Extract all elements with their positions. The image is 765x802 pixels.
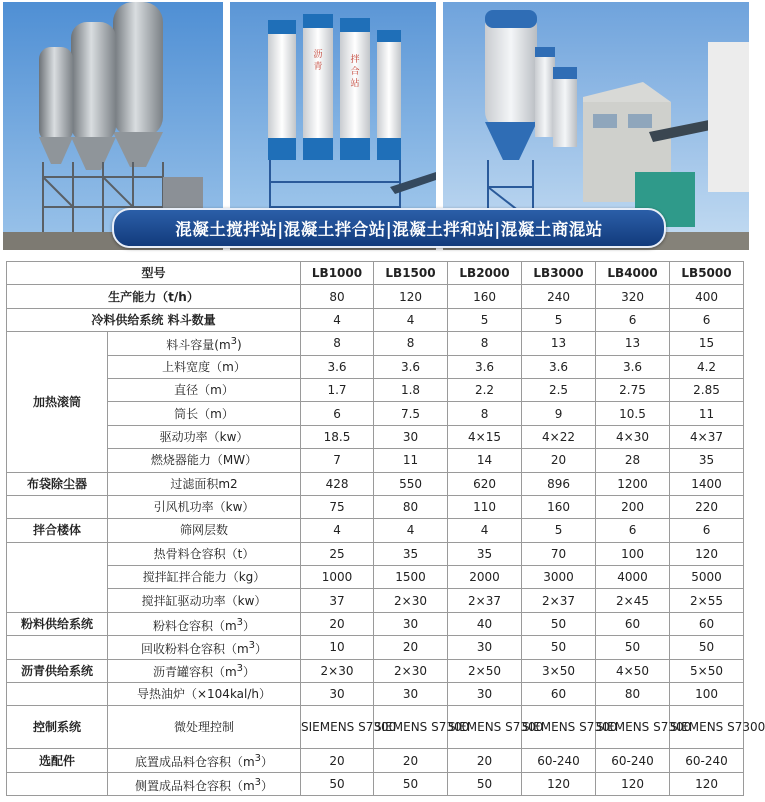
cell: 1200 [596, 472, 670, 495]
cell: 400 [670, 285, 744, 308]
cell: 50 [596, 636, 670, 659]
table-row [7, 612, 744, 635]
cell: 10.5 [596, 402, 670, 425]
cell: 3.6 [301, 355, 374, 378]
cell: SIEMENS S7300 [522, 706, 596, 749]
cell: 220 [670, 495, 744, 518]
cell: 50 [522, 636, 596, 659]
cell: 80 [374, 495, 448, 518]
cell: 3.6 [374, 355, 448, 378]
cell: 14 [448, 449, 522, 472]
cell: 3.6 [596, 355, 670, 378]
cell: 2×55 [670, 589, 744, 612]
cell: 30 [448, 683, 522, 706]
row-label: 沥青罐容积$(m^3)$ [108, 659, 301, 682]
group-label: 布袋除尘器 [7, 472, 108, 495]
cell: 30 [374, 425, 448, 448]
cell: 4 [374, 308, 448, 331]
cell: 11 [374, 449, 448, 472]
cell: 120 [670, 772, 744, 795]
cell: 200 [596, 495, 670, 518]
group-spacer [7, 636, 108, 659]
table-row [7, 308, 744, 331]
cell: 25 [301, 542, 374, 565]
cell: 100 [596, 542, 670, 565]
cell: 2×30 [374, 659, 448, 682]
cell: 320 [596, 285, 670, 308]
model-header: LB4000 [596, 262, 670, 285]
cell: 40 [448, 612, 522, 635]
cell: 120 [374, 285, 448, 308]
model-header: LB3000 [522, 262, 596, 285]
row-label: 生产能力（t/h） [7, 285, 301, 308]
row-label: 微处理控制 [108, 706, 301, 749]
cell: 120 [596, 772, 670, 795]
cell: 2000 [448, 566, 522, 589]
cell: 60-240 [596, 749, 670, 772]
cell: 9 [522, 402, 596, 425]
cell: 3000 [522, 566, 596, 589]
cell: 20 [374, 749, 448, 772]
cell: 60 [596, 612, 670, 635]
cell: 30 [448, 636, 522, 659]
cell: 2×45 [596, 589, 670, 612]
group-label: 选配件 [7, 749, 108, 772]
cell: 160 [522, 495, 596, 518]
cell: 60 [522, 683, 596, 706]
cell: 896 [522, 472, 596, 495]
cell: 4 [448, 519, 522, 542]
cell: 10 [301, 636, 374, 659]
cell: 6 [670, 308, 744, 331]
cell: 2×50 [448, 659, 522, 682]
cell: 50 [374, 772, 448, 795]
cell: 1500 [374, 566, 448, 589]
model-header: LB1500 [374, 262, 448, 285]
silo-label-0: 沥 [313, 50, 323, 60]
cell: 60 [670, 612, 744, 635]
cell: 7.5 [374, 402, 448, 425]
row-label: 搅拌缸驱动功率（kw） [108, 589, 301, 612]
row-label: 筛网层数 [108, 519, 301, 542]
cell: 5 [522, 308, 596, 331]
cell: 2.2 [448, 378, 522, 401]
table-row [7, 542, 744, 565]
cell: 18.5 [301, 425, 374, 448]
cell: 7 [301, 449, 374, 472]
spec-table [6, 261, 765, 796]
cell: 35 [374, 542, 448, 565]
cell: 37 [301, 589, 374, 612]
cell: 2×37 [522, 589, 596, 612]
cell: 5 [448, 308, 522, 331]
cell: 70 [522, 542, 596, 565]
cell: SIEMENS S7300 [448, 706, 522, 749]
cell: 6 [596, 519, 670, 542]
row-label: 搅拌缸拌合能力（kg） [108, 566, 301, 589]
row-label: 筒长（m） [108, 402, 301, 425]
banner-title: 混凝土搅拌站|混凝土拌合站|混凝土拌和站|混凝土商混站 [112, 208, 666, 248]
cell: 5000 [670, 566, 744, 589]
row-label: 热骨料仓容积（t） [108, 542, 301, 565]
table-row [7, 472, 744, 495]
group-spacer [7, 772, 108, 795]
row-label: 驱动功率（kw） [108, 425, 301, 448]
cell: 3.6 [522, 355, 596, 378]
model-header: LB2000 [448, 262, 522, 285]
group-label: 拌合楼体 [7, 519, 108, 542]
cell: 80 [596, 683, 670, 706]
cell: 2.75 [596, 378, 670, 401]
cell: 20 [301, 612, 374, 635]
row-label: 过滤面积m2 [108, 472, 301, 495]
row-label: 冷料供给系统 料斗数量 [7, 308, 301, 331]
group-label: 加热滚筒 [7, 332, 108, 472]
table-row [7, 449, 744, 472]
table-row [7, 425, 744, 448]
table-row [7, 402, 744, 425]
cell: 4000 [596, 566, 670, 589]
row-label: 上料宽度（m） [108, 355, 301, 378]
model-header: LB5000 [670, 262, 744, 285]
table-row [7, 683, 744, 706]
cell: 30 [301, 683, 374, 706]
table-row [7, 749, 744, 772]
row-label: 回收粉料仓容积$(m^3)$ [108, 636, 301, 659]
group-label: 沥青供给系统 [7, 659, 108, 682]
silo-label-2: 拌 [350, 55, 360, 65]
cell: 80 [301, 285, 374, 308]
group-spacer [7, 495, 108, 518]
silo-label-3: 合 [350, 67, 360, 77]
cell: 1.7 [301, 378, 374, 401]
cell: 75 [301, 495, 374, 518]
cell: 6 [596, 308, 670, 331]
cell: 120 [670, 542, 744, 565]
cell: 4 [301, 308, 374, 331]
cell: 620 [448, 472, 522, 495]
cell: 6 [301, 402, 374, 425]
cell: 6 [670, 519, 744, 542]
cell: 28 [596, 449, 670, 472]
cell: SIEMENS S7300 [596, 706, 670, 749]
cell: 1000 [301, 566, 374, 589]
group-label: 控制系统 [7, 706, 108, 749]
group-spacer [7, 683, 108, 706]
cell: 50 [448, 772, 522, 795]
cell: 428 [301, 472, 374, 495]
cell: 240 [522, 285, 596, 308]
table-row [7, 519, 744, 542]
cell: 50 [301, 772, 374, 795]
header-label: 型号 [7, 262, 301, 285]
cell: 2×30 [374, 589, 448, 612]
row-label: 料斗容量$(m^3)$ [108, 332, 301, 355]
group-spacer [7, 542, 108, 612]
cell: 60-240 [670, 749, 744, 772]
cell: 4×15 [448, 425, 522, 448]
cell: 2×37 [448, 589, 522, 612]
cell: SIEMENS S7300 [670, 706, 744, 749]
row-label: 导热油炉（×104kal/h） [108, 683, 301, 706]
cell: 35 [448, 542, 522, 565]
table-row [7, 332, 744, 355]
cell: 8 [448, 402, 522, 425]
cell: 160 [448, 285, 522, 308]
cell: 4×30 [596, 425, 670, 448]
table-row [7, 589, 744, 612]
cell: 2.85 [670, 378, 744, 401]
cell: 20 [448, 749, 522, 772]
cell: 1400 [670, 472, 744, 495]
table-row [7, 566, 744, 589]
cell: 4×50 [596, 659, 670, 682]
cell: 120 [522, 772, 596, 795]
table-row [7, 355, 744, 378]
cell: 30 [374, 612, 448, 635]
cell: 8 [448, 332, 522, 355]
header-banner [0, 0, 750, 258]
cell: 550 [374, 472, 448, 495]
cell: 13 [522, 332, 596, 355]
cell: 8 [374, 332, 448, 355]
cell: 11 [670, 402, 744, 425]
cell: SIEMENS S7300 [301, 706, 374, 749]
cell: 1.8 [374, 378, 448, 401]
cell: 4×22 [522, 425, 596, 448]
cell: 4 [374, 519, 448, 542]
cell: 5×50 [670, 659, 744, 682]
cell: 8 [301, 332, 374, 355]
cell: 100 [670, 683, 744, 706]
table-row [7, 285, 744, 308]
cell: 110 [448, 495, 522, 518]
model-header: LB1000 [301, 262, 374, 285]
row-label: 底置成品料仓容积$(m^3)$ [108, 749, 301, 772]
row-label: 引风机功率（kw） [108, 495, 301, 518]
cell: 50 [522, 612, 596, 635]
cell: 13 [596, 332, 670, 355]
cell: 20 [374, 636, 448, 659]
cell: SIEMENS S7300 [374, 706, 448, 749]
cell: 60-240 [522, 749, 596, 772]
cell: 4×37 [670, 425, 744, 448]
table-row [7, 636, 744, 659]
cell: 4.2 [670, 355, 744, 378]
silo-label-4: 站 [350, 79, 360, 89]
cell: 35 [670, 449, 744, 472]
row-label: 燃烧器能力（MW） [108, 449, 301, 472]
cell: 5 [522, 519, 596, 542]
cell: 2.5 [522, 378, 596, 401]
cell: 3×50 [522, 659, 596, 682]
cell: 2×30 [301, 659, 374, 682]
table-row [7, 772, 744, 795]
table-row [7, 659, 744, 682]
cell: 15 [670, 332, 744, 355]
cell: 4 [301, 519, 374, 542]
table-header-row [7, 262, 744, 285]
row-label: 粉料仓容积$(m^3)$ [108, 612, 301, 635]
table-row [7, 706, 744, 749]
cell: 20 [522, 449, 596, 472]
row-label: 侧置成品料仓容积$(m^3)$ [108, 772, 301, 795]
cell: 3.6 [448, 355, 522, 378]
table-row [7, 378, 744, 401]
silo-label-1: 青 [313, 62, 323, 72]
group-label: 粉料供给系统 [7, 612, 108, 635]
table-row [7, 495, 744, 518]
cell: 50 [670, 636, 744, 659]
cell: 30 [374, 683, 448, 706]
row-label: 直径（m） [108, 378, 301, 401]
cell: 20 [301, 749, 374, 772]
